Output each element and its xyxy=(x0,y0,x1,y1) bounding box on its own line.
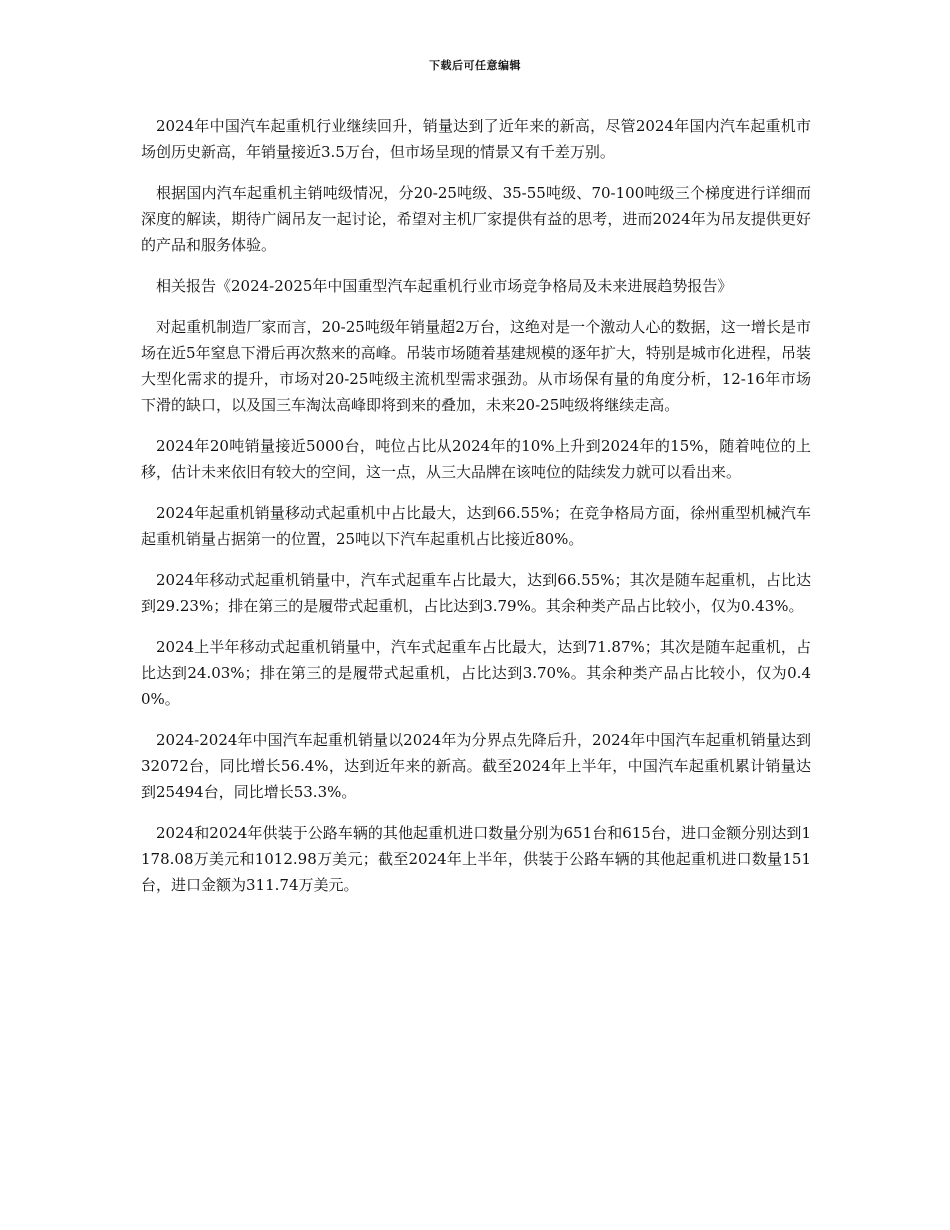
paragraph-6: 2024年起重机销量移动式起重机中占比最大，达到66.55%；在竞争格局方面，徐州重型机械汽车起重机销量占据第一的位置，25吨以下汽车起重机占比接近80%。 xyxy=(141,504,811,548)
paragraph-5: 2024年20吨销量接近5000台，吨位占比从2024年的10%上升到2024年的15%，随着吨位的上移，估计未来依旧有较大的空间，这一点，从三大品牌在该吨位的陆续发力就可以看出来。 xyxy=(141,437,811,481)
paragraph-10: 2024和2024年供装于公路车辆的其他起重机进口数量分别为651台和615台，进口金额分别达到1178.08万美元和1012.98万美元；截至2024年上半年，供装于公路车辆的其他起重机进口数量151台，进口金额为311.74万美元。 xyxy=(141,824,811,894)
page-header: 下载后可任意编辑 xyxy=(429,59,521,72)
paragraph-4: 对起重机制造厂家而言，20-25吨级年销量超2万台，这绝对是一个激动人心的数据，这一增长是市场在近5年窒息下滑后再次熬来的高峰。吊装市场随着基建规模的逐年扩大，特别是城市化进程，吊装大型化需求的提升，市场对20-25吨级主流机型需求强劲。从市场保有量的角度分析，12-16年市场下滑的缺口，以及国三车淘汰高峰即将到来的叠加，未来20-25吨级将继续走高。 xyxy=(141,318,811,414)
paragraph-8: 2024上半年移动式起重机销量中，汽车式起重车占比最大，达到71.87%；其次是随车起重机，占比达到24.03%；排在第三的是履带式起重机，占比达到3.70%。其余种类产品占比较小，仅为0.40%。 xyxy=(141,638,811,708)
document-body xyxy=(141,113,811,913)
paragraph-3-related-report: 相关报告《2024-2025年中国重型汽车起重机行业市场竞争格局及未来进展趋势报告》 xyxy=(156,277,733,295)
paragraph-7: 2024年移动式起重机销量中，汽车式起重车占比最大，达到66.55%；其次是随车起重机，占比达到29.23%；排在第三的是履带式起重机，占比达到3.79%。其余种类产品占比较小，仅为0.43%。 xyxy=(141,571,811,615)
paragraph-1: 2024年中国汽车起重机行业继续回升，销量达到了近年来的新高，尽管2024年国内汽车起重机市场创历史新高，年销量接近3.5万台，但市场呈现的情景又有千差万别。 xyxy=(141,117,811,161)
paragraph-2: 根据国内汽车起重机主销吨级情况，分20-25吨级、35-55吨级、70-100吨级三个梯度进行详细而深度的解读，期待广阔吊友一起讨论，希望对主机厂家提供有益的思考，进而2024年为吊友提供更好的产品和服务体验。 xyxy=(141,184,811,254)
paragraph-9: 2024-2024年中国汽车起重机销量以2024年为分界点先降后升，2024年中国汽车起重机销量达到32072台，同比增长56.4%，达到近年来的新高。截至2024年上半年，中国汽车起重机累计销量达到25494台，同比增长53.3%。 xyxy=(141,731,811,801)
